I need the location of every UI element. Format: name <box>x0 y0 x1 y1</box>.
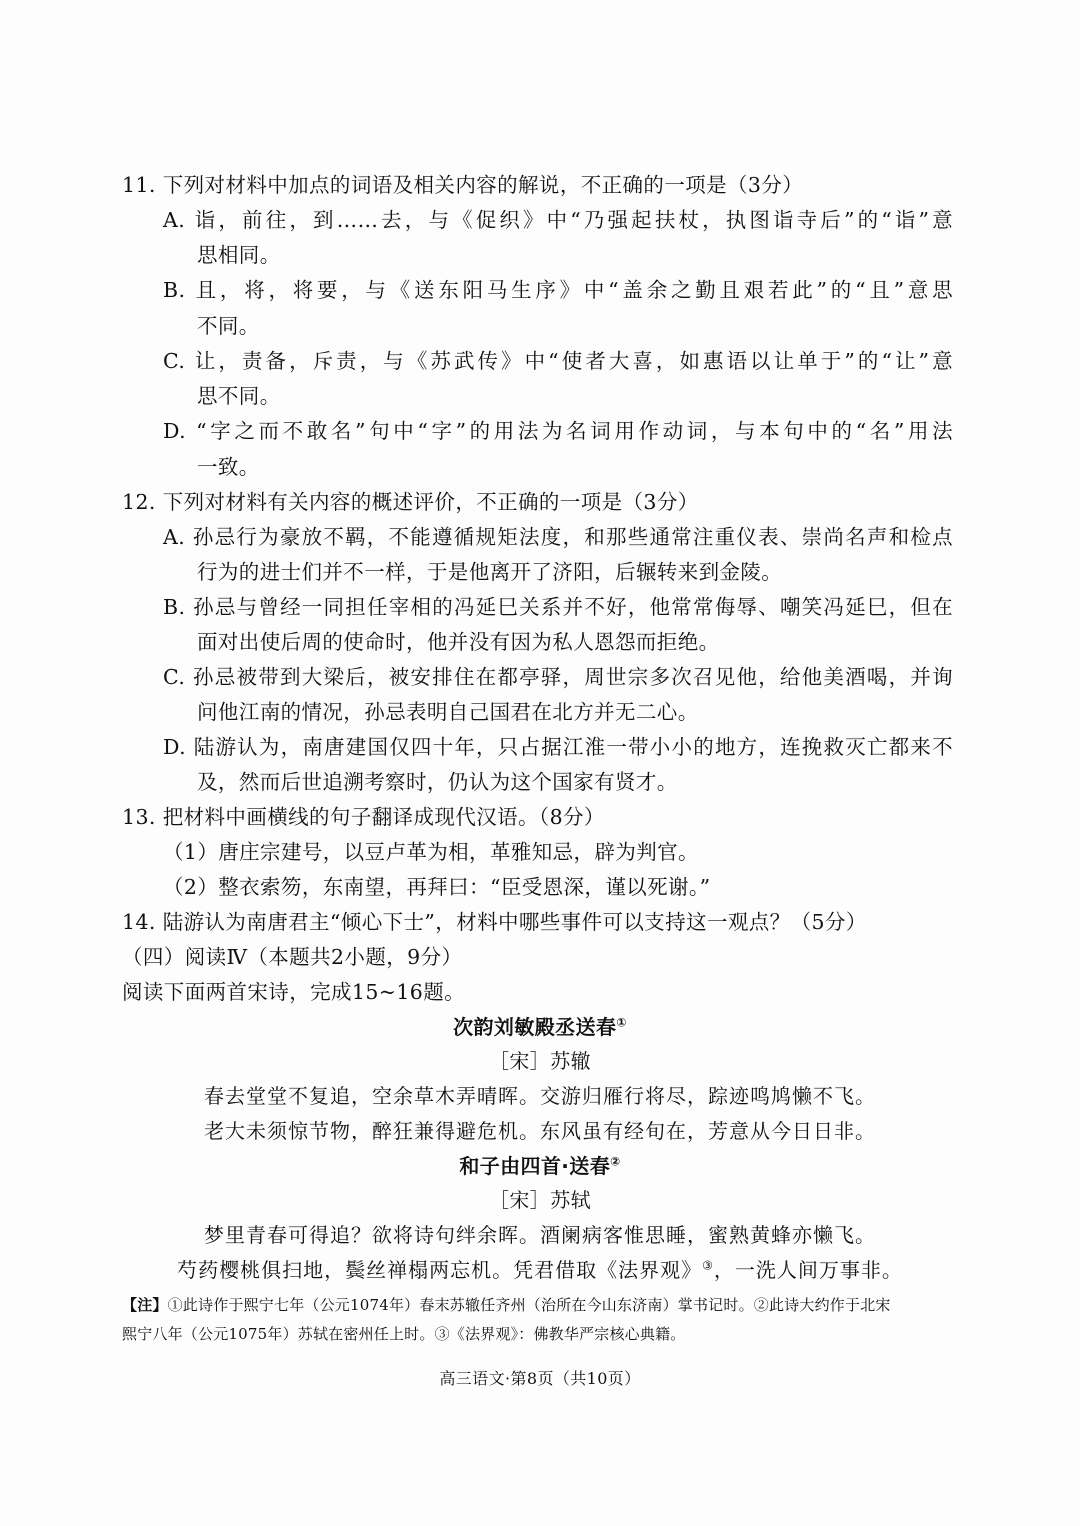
q12-stem: 12. 下列对材料有关内容的概述评价，不正确的一项是（3分） <box>122 490 699 514</box>
q11-option-b-line2: 不同。 <box>197 314 260 338</box>
q12-option-c-line2: 问他江南的情况，孙忌表明自己国君在北方并无二心。 <box>197 700 699 724</box>
q13-sentence-2: （2）整衣索笏，东南望，再拜曰：“臣受恩深，谨以死谢。” <box>163 875 711 899</box>
q11-option-a-line1: A. 诣，前往，到……去，与《促织》中“乃强起扶杖，执图诣寺后”的“诣”意 <box>163 208 953 232</box>
poem2-line2: 芍药樱桃俱扫地，鬓丝禅榻两忘机。凭君借取《法界观》③，一洗人间万事非。 <box>177 1258 903 1282</box>
poem1-title: 次韵刘敏殿丞送春① <box>453 1015 627 1039</box>
poem1-line2: 老大未须惊节物，醉狂兼得避危机。东风虽有经旬在，芳意从今日日非。 <box>204 1119 876 1143</box>
section-heading: （四）阅读Ⅳ（本题共2小题，9分） <box>122 945 463 969</box>
q12-option-d-line1: D. 陆游认为，南唐建国仅四十年，只占据江淮一带小小的地方，连挽救灭亡都来不 <box>163 735 953 759</box>
q11-option-c-line2: 思不同。 <box>197 384 281 408</box>
q11-option-d-line2: 一致。 <box>197 455 260 479</box>
note-line1: 【注】①此诗作于熙宁七年（公元1074年）春末苏辙任齐州（治所在今山东济南）掌书记时。②此诗大约作于北宋 <box>122 1296 891 1314</box>
q11-option-b-line1: B. 且，将，将要，与《送东阳马生序》中“盖余之勤且艰若此”的“且”意思 <box>163 278 953 302</box>
q11-option-d-line1: D. “字之而不敢名”句中“字”的用法为名词用作动词，与本句中的“名”用法 <box>163 419 953 443</box>
q12-option-a-line1: A. 孙忌行为豪放不羁，不能遵循规矩法度，和那些通常注重仪表、崇尚名声和检点 <box>163 525 953 549</box>
poem1-author: ［宋］苏辙 <box>489 1049 591 1073</box>
q12-option-b-line1: B. 孙忌与曾经一同担任宰相的冯延巳关系并不好，他常常侮辱、嘲笑冯延巳，但在 <box>163 595 953 619</box>
note-line2: 熙宁八年（公元1075年）苏轼在密州任上时。③《法界观》：佛教华严宗核心典籍。 <box>122 1325 686 1343</box>
q12-option-d-line2: 及，然而后世追溯考察时，仍认为这个国家有贤才。 <box>197 770 678 794</box>
q13-sentence-1: （1）唐庄宗建号，以豆卢革为相，革雅知忌，辟为判官。 <box>163 840 699 864</box>
page-footer: 高三语文·第8页（共10页） <box>439 1369 641 1388</box>
q14-stem: 14. 陆游认为南唐君主“倾心下士”，材料中哪些事件可以支持这一观点？（5分） <box>122 910 867 934</box>
q11-stem: 11. 下列对材料中加点的词语及相关内容的解说，不正确的一项是（3分） <box>122 173 804 197</box>
q12-option-b-line2: 面对出使后周的使命时，他并没有因为私人恩怨而拒绝。 <box>197 630 720 654</box>
q12-option-c-line1: C. 孙忌被带到大梁后，被安排住在都亭驿，周世宗多次召见他，给他美酒喝，并询 <box>163 665 953 689</box>
q11-option-c-line1: C. 让，责备，斥责，与《苏武传》中“使者大喜，如惠语以让单于”的“让”意 <box>163 349 953 373</box>
poem2-author: ［宋］苏轼 <box>489 1188 591 1212</box>
q12-option-a-line2: 行为的进士们并不一样，于是他离开了济阳，后辗转来到金陵。 <box>197 560 783 584</box>
poem2-line1: 梦里青春可得追？欲将诗句绊余晖。酒阑病客惟思睡，蜜熟黄蜂亦懒飞。 <box>204 1223 876 1247</box>
q11-option-a-line2: 思相同。 <box>197 243 281 267</box>
reading-instruction: 阅读下面两首宋诗，完成15~16题。 <box>122 980 466 1004</box>
q13-stem: 13. 把材料中画横线的句子翻译成现代汉语。（8分） <box>122 805 605 829</box>
poem1-line1: 春去堂堂不复追，空余草木弄晴晖。交游归雁行将尽，踪迹鸣鸠懒不飞。 <box>204 1084 876 1108</box>
poem2-title: 和子由四首·送春② <box>459 1154 621 1178</box>
